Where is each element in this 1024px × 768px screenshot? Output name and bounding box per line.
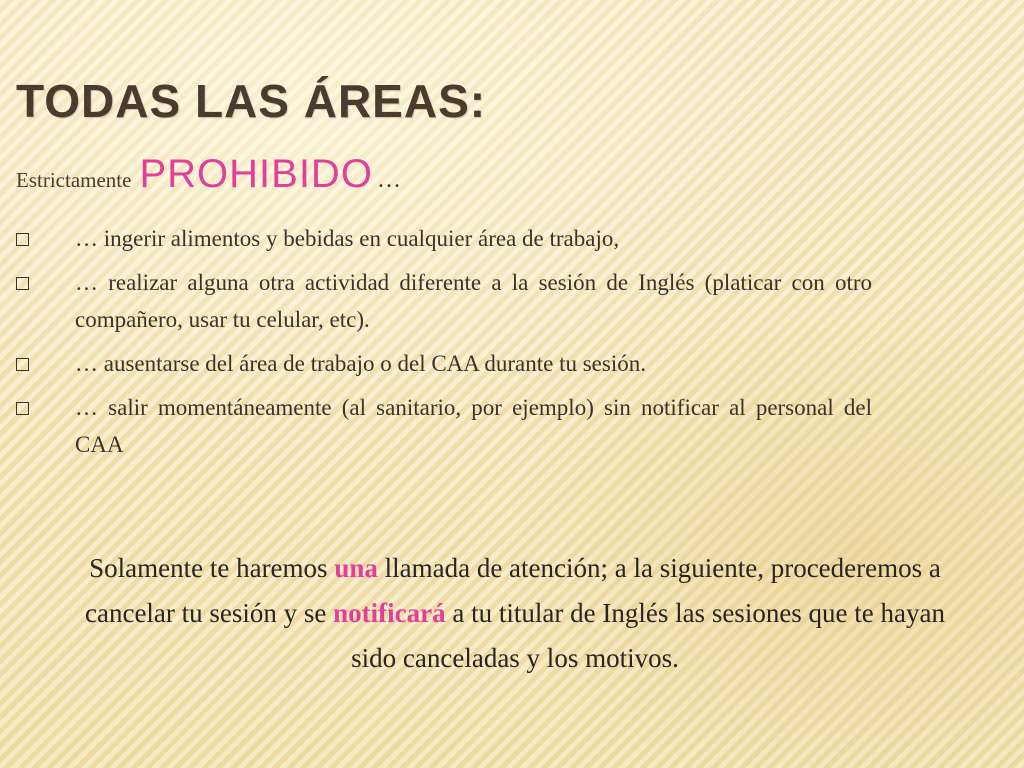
notice-highlight-una: una [334, 553, 378, 583]
bullet-text: … ausentarse del área de trabajo o del CAA durante tu sesión. [75, 351, 646, 376]
checkbox-bullet-icon [16, 402, 29, 415]
bullet-text: … realizar alguna otra actividad diferente a la sesión de Inglés (platicar con otro compañero, usar tu celular, etc). [75, 270, 872, 332]
bullet-item [16, 345, 872, 382]
bullet-item [16, 220, 872, 257]
warning-notice [70, 546, 960, 681]
notice-text-3: a tu titular de Inglés las sesiones que te hayan sido canceladas y los motivos. [351, 598, 945, 673]
subtitle-ellipsis: … [376, 167, 401, 193]
notice-highlight-notificara: notificará [333, 598, 446, 628]
bullet-item [16, 389, 872, 463]
checkbox-bullet-icon [16, 358, 29, 371]
notice-text-2: llamada de atención; a la siguiente, procederemos a cancelar tu sesión y se [85, 553, 941, 628]
subtitle-prefix: Estrictamente [16, 168, 132, 192]
subtitle-emphasis: PROHIBIDO [139, 152, 373, 196]
subtitle [16, 152, 401, 197]
bullet-list [16, 220, 872, 470]
bullet-text: … ingerir alimentos y bebidas en cualquier área de trabajo, [75, 226, 620, 251]
checkbox-bullet-icon [16, 277, 29, 290]
bullet-text: … salir momentáneamente (al sanitario, por ejemplo) sin notificar al personal del CAA [75, 395, 872, 457]
checkbox-bullet-icon [16, 233, 29, 246]
notice-text-1: Solamente te haremos [89, 553, 335, 583]
slide-title: TODAS LAS ÁREAS: [16, 75, 487, 127]
bullet-item [16, 264, 872, 338]
